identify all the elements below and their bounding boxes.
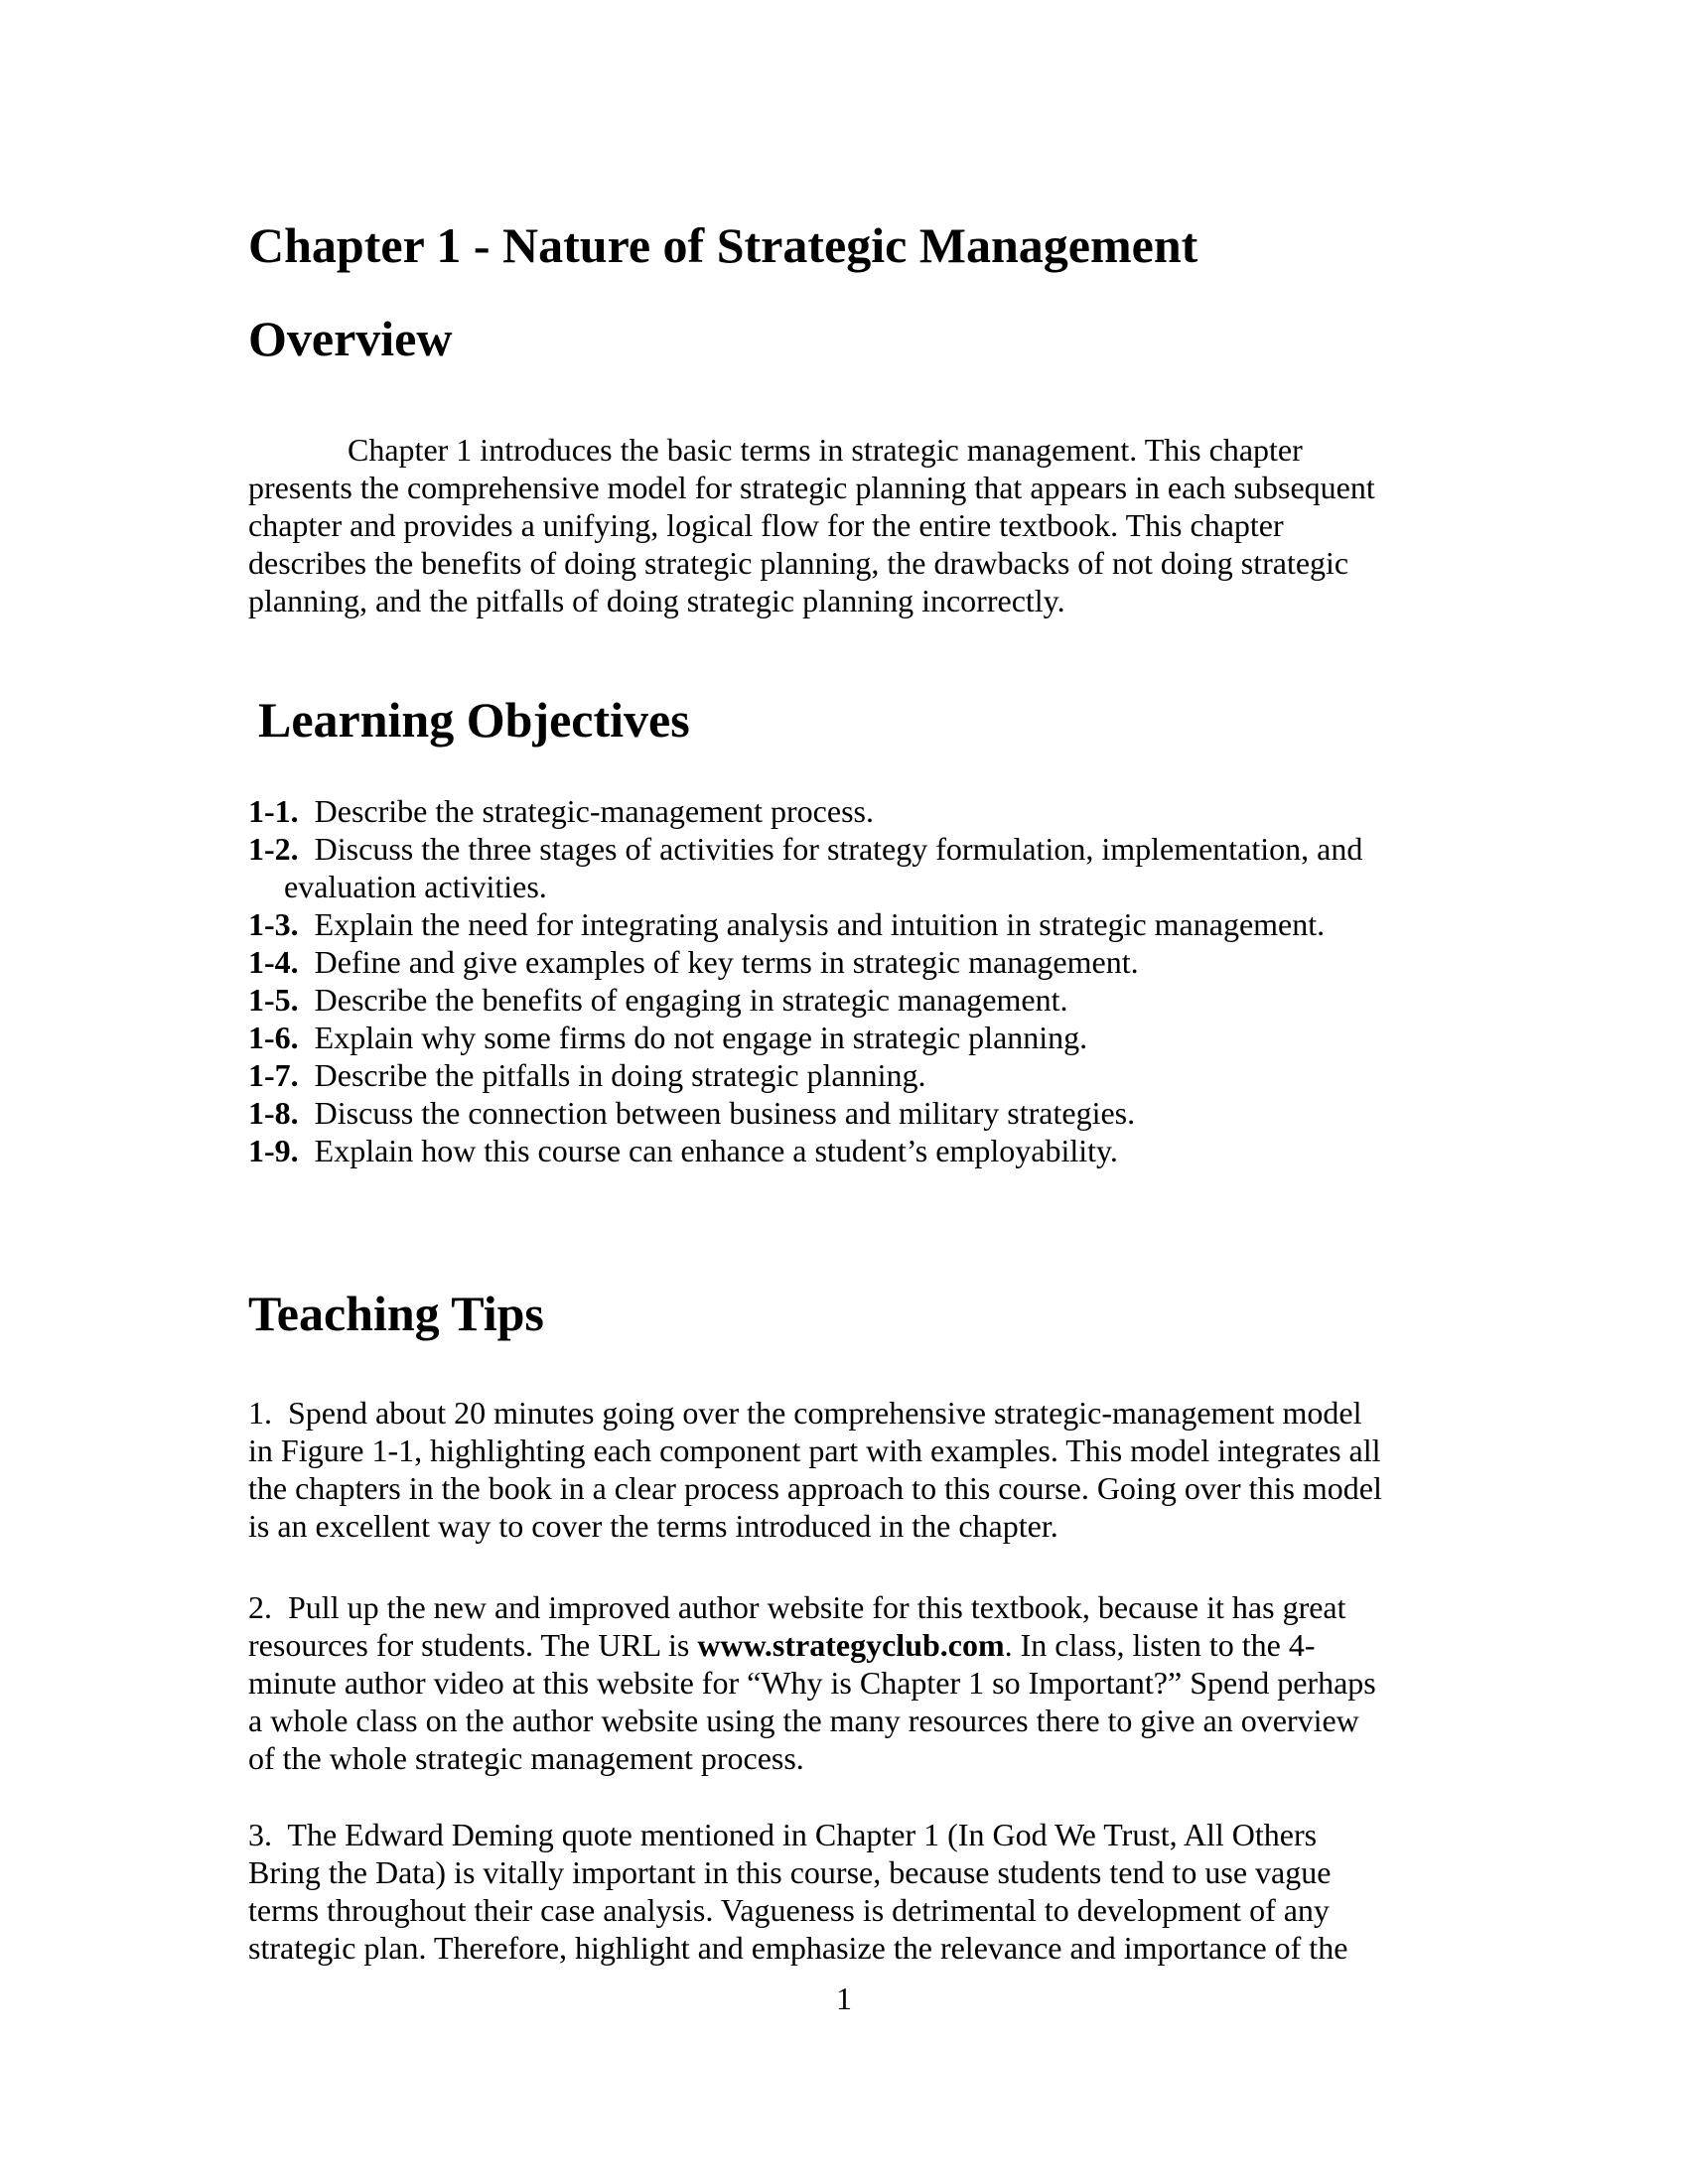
objective-number: 1-8. (248, 1095, 299, 1131)
tip-text: in Figure 1-1, highlighting each component part with examples. This model integrates all (248, 1433, 1381, 1468)
learning-objectives-heading: Learning Objectives (258, 692, 690, 748)
text-line (248, 1816, 1460, 1853)
text-line (248, 1056, 1460, 1094)
tip-text: 3. The Edward Deming quote mentioned in Chapter 1 (In God We Trust, All Others (248, 1817, 1318, 1852)
tip-text: of the whole strategic management process. (248, 1740, 804, 1776)
objective-number: 1-6. (248, 1020, 299, 1055)
tip-text: Bring the Data) is vitally important in this course, because students tend to use vague (248, 1854, 1332, 1890)
overview-paragraph (248, 431, 1460, 619)
tip-text: . In class, listen to the 4- (1004, 1627, 1316, 1663)
text-line (248, 943, 1460, 981)
tip-text: is an excellent way to cover the terms introduced in the chapter. (248, 1508, 1058, 1544)
teaching-tip-1 (248, 1394, 1460, 1545)
objective-text: Define and give examples of key terms in strategic management. (298, 944, 1139, 980)
text-line (248, 1132, 1460, 1169)
text-line (248, 1094, 1460, 1132)
text-line (248, 1588, 1460, 1626)
text-line (248, 792, 1460, 830)
text-line: evaluation activities. (284, 869, 547, 904)
tip-text: 2. Pull up the new and improved author website for this textbook, because it has great (248, 1589, 1346, 1625)
objective-number: 1-4. (248, 944, 299, 980)
text-line (248, 1702, 1460, 1739)
text-line: describes the benefits of doing strategic planning, the drawbacks of not doing strategic (248, 545, 1349, 581)
overview-heading: Overview (248, 311, 453, 366)
objective-text: Explain why some firms do not engage in strategic planning. (298, 1020, 1088, 1055)
page-number: 1 (836, 1980, 852, 2016)
objective-text: Describe the pitfalls in doing strategic planning. (298, 1057, 926, 1093)
tip-text: resources for students. The URL is (248, 1627, 698, 1663)
teaching-tips-heading: Teaching Tips (248, 1286, 544, 1341)
objective-number: 1-1. (248, 793, 299, 829)
text-line (248, 1853, 1460, 1891)
bold-url-text: www.strategyclub.com (697, 1627, 1005, 1663)
tip-text: 1. Spend about 20 minutes going over the comprehensive strategic-management model (248, 1395, 1362, 1431)
chapter-title: Chapter 1 - Nature of Strategic Management (248, 217, 1198, 273)
text-line (248, 905, 1460, 943)
text-line: Chapter 1 introduces the basic terms in strategic management. This chapter (348, 432, 1303, 468)
text-line (248, 1469, 1460, 1507)
text-line (248, 981, 1460, 1019)
objective-number: 1-9. (248, 1133, 299, 1168)
objective-number: 1-3. (248, 906, 299, 942)
objective-number: 1-7. (248, 1057, 299, 1093)
tip-text: minute author video at this website for “Why is Chapter 1 so Important?” Spend perhaps (248, 1665, 1376, 1701)
text-line: chapter and provides a unifying, logical flow for the entire textbook. This chapter (248, 507, 1284, 543)
teaching-tip-3 (248, 1816, 1460, 1967)
text-line: presents the comprehensive model for strategic planning that appears in each subsequent (248, 470, 1375, 505)
objective-text: Discuss the three stages of activities for strategy formulation, implementation, and (298, 831, 1363, 867)
objective-text: Describe the strategic-management process. (298, 793, 874, 829)
objective-text: Explain how this course can enhance a student’s employability. (298, 1133, 1118, 1168)
objective-number: 1-2. (248, 831, 299, 867)
text-line (248, 1664, 1460, 1702)
objective-text: Describe the benefits of engaging in strategic management. (298, 982, 1068, 1018)
teaching-tip-2 (248, 1588, 1460, 1777)
tip-text: a whole class on the author website using the many resources there to give an overview (248, 1703, 1359, 1738)
objective-text: Explain the need for integrating analysis and intuition in strategic management. (298, 906, 1326, 942)
text-line (248, 1507, 1460, 1545)
tip-text: strategic plan. Therefore, highlight and emphasize the relevance and importance of the (248, 1930, 1348, 1966)
text-line (248, 830, 1460, 868)
learning-objectives-list (248, 792, 1460, 1169)
text-line (248, 1432, 1460, 1469)
text-line (248, 1929, 1460, 1967)
tip-text: terms throughout their case analysis. Vagueness is detrimental to development of any (248, 1892, 1330, 1928)
text-line (248, 1626, 1460, 1664)
text-line (248, 1394, 1460, 1432)
text-line (248, 1891, 1460, 1929)
text-line: planning, and the pitfalls of doing strategic planning incorrectly. (248, 583, 1065, 618)
tip-text: the chapters in the book in a clear process approach to this course. Going over this model (248, 1470, 1382, 1506)
text-line (248, 1739, 1460, 1777)
text-line (248, 1019, 1460, 1056)
objective-number: 1-5. (248, 982, 299, 1018)
objective-text: Discuss the connection between business and military strategies. (298, 1095, 1136, 1131)
